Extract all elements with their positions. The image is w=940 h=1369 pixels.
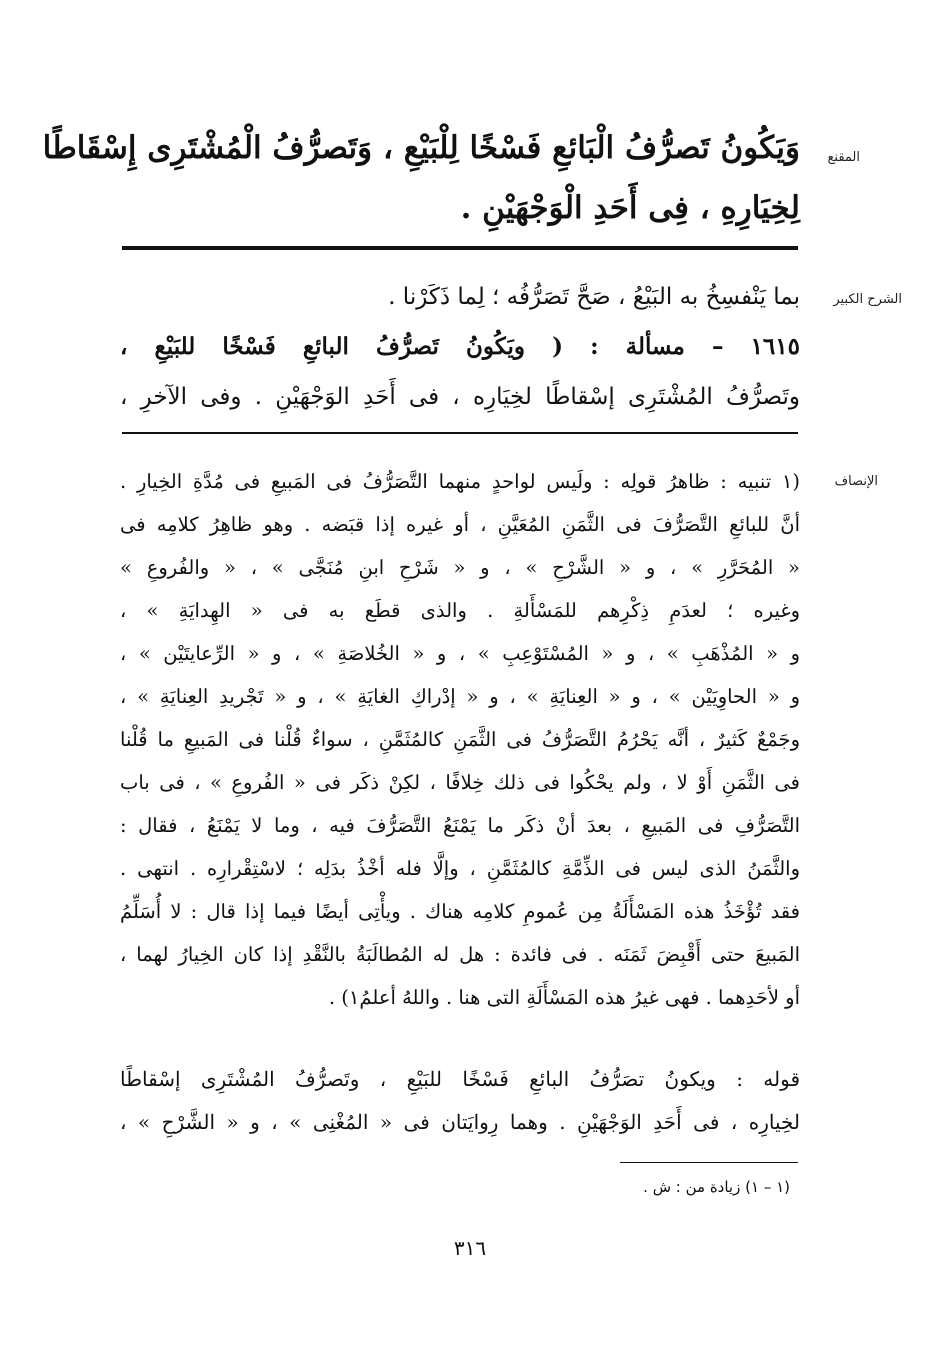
label-muqni: المقنع xyxy=(827,150,860,165)
sharh-line: وتَصرُّفُ المُشْتَرِى إسْقاطًا لخِيَارِه ، فى أَحَدِ الوَجْهَيْنِ . وفى الآخرِ ، xyxy=(120,384,800,410)
sharh-divider xyxy=(122,432,798,434)
insaf-line: التَّصَرُّفِ فى المَبيعِ ، بعدَ أنْ ذكَر ما يَمْنَعُ التَّصَرُّفَ فيه ، وما لا يَمْنَعُ ، فقال : xyxy=(120,814,800,837)
footnote-divider xyxy=(620,1162,798,1163)
insaf-line: أنَّ للبائعِ التَّصَرُّفَ فى الثَّمَنِ المُعَيَّنِ ، أو غيره إذا قبَضه . وهو ظاهِرُ كلامِه فى xyxy=(120,513,801,536)
insaf-line: وغيره ؛ لعدَمِ ذِكْرِهم للمَسْأَلةِ . والذى قطَع به فى « الهِدايَةِ » ، xyxy=(120,599,800,622)
sharh-line: بما يَنْفسِخُ به البَيْعُ ، صَحَّ تَصَرُّفُه ؛ لِما ذَكَرْنا . xyxy=(388,284,800,310)
insaf-line: و « الحاوِيَيْن » ، و « العِنايَةِ » ، و « إدْراكِ الغايَةِ » ، و « تَجْريدِ العِنايَةِ » ، xyxy=(120,685,800,708)
muqni-text xyxy=(42,118,800,238)
sharh-masala-line: ١٦١٥ – مسألة : ( ويَكُونُ تَصرُّفُ البائعِ فَسْخًا للبَيْعِ ، xyxy=(120,333,800,360)
insaf-line: أو لأحَدِهما . فهى غيرُ هذه المَسْأَلَةِ التى هنا . واللهُ أعلمُ١) . xyxy=(328,986,800,1009)
qawluh-line: قوله : ويكونُ تصَرُّفُ البائعِ فَسْخًا للبَيْعِ ، وتَصرُّفُ المُشْتَرِى إسْقاطًا xyxy=(120,1067,800,1091)
insaf-line: وجَمْعٌ كَثيرٌ ، أنَّه يَحْرُمُ التَّصَرُّفُ فى الثَّمَنِ كالمُثَمَّنِ ، سواءٌ قُلْنا فى المَبيعِ ما قُلْنا xyxy=(120,728,800,751)
sharh-text xyxy=(120,272,800,422)
qawluh-line: لخِيارِه ، فى أَحَدِ الوَجْهَيْنِ . وهما رِوايَتان فى « المُغْنِى » ، و « الشَّرْحِ » ، xyxy=(120,1110,800,1134)
footnote: (١ – ١) زيادة من : ش . xyxy=(643,1178,790,1196)
insaf-line: فقد تُؤْخَذُ هذه المَسْأَلَةُ مِن عُمومِ كلامِه هناك . ويأْتِى أيضًا فيما إذا قال : لا أُسَلِّمُ xyxy=(120,900,800,923)
muqni-divider xyxy=(122,246,798,250)
insaf-line: (١ تنبيه : ظاهرُ قولِه : ولَيس لواحدٍ منهما التَّصَرُّفُ فى المَبيعِ فى مُدَّةِ الخِيارِ . xyxy=(120,470,800,493)
insaf-line: المَبيعَ حتى أَقْبِضَ ثَمَنَه . فى فائدة : هل له المُطالَبَةُ بالنَّقْدِ إذا كان الخِيارُ لهما ، xyxy=(120,943,800,966)
page-number: ٣١٦ xyxy=(453,1236,487,1260)
insaf-line: و « المُذْهَبِ » ، و « المُسْتَوْعِبِ » ، و « الخُلاصَةِ » ، و « الرِّعايتَيْن » ، xyxy=(120,642,800,665)
qawluh-text xyxy=(120,1058,800,1144)
label-sharh: الشرح الكبير xyxy=(833,292,902,307)
insaf-line: والثَّمَنُ الذى ليس فى الذِّمَّةِ كالمُثَمَّنِ ، وإلَّا فله أخْذُ بدَلِه ؛ لاسْتِقْرارِه . انتهى . xyxy=(120,857,800,880)
insaf-text xyxy=(120,460,800,1019)
insaf-line: فى الثَّمَنِ أَوْ لا ، ولم يحْكُوا فى ذلك خِلافًا ، لكِنْ ذكَر فى « الفُروعِ » ، فى باب xyxy=(120,771,800,794)
label-insaf: الإنصاف xyxy=(834,474,878,489)
insaf-line: « المُحَرَّرِ » ، و « الشَّرْحِ » ، و « شَرْحِ ابنِ مُنَجَّى » ، « والفُروعِ » xyxy=(120,556,800,579)
muqni-line: وَيَكُونُ تَصرُّفُ الْبَائعِ فَسْخًا لِلْبَيْعِ ، وَتَصرُّفُ الْمُشْتَرِى إِسْقَاطًا xyxy=(42,130,800,166)
muqni-line: لِخِيَارِهِ ، فِى أَحَدِ الْوَجْهَيْنِ . xyxy=(460,190,800,226)
